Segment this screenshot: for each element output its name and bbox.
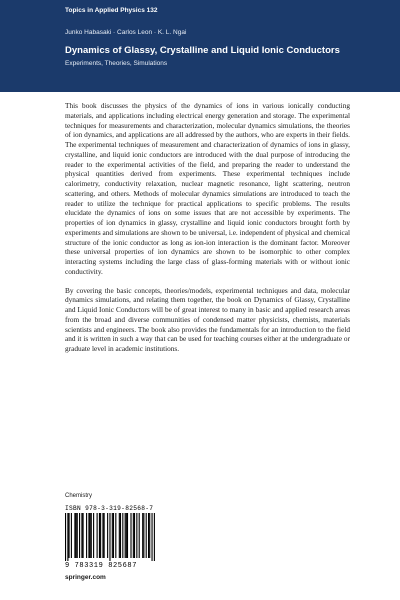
barcode-bar	[136, 513, 137, 558]
barcode-bar	[74, 513, 75, 558]
barcode-bar	[109, 513, 110, 561]
barcode-bar	[148, 513, 149, 558]
cover-header-band	[0, 0, 400, 92]
barcode-bar	[91, 513, 92, 558]
isbn-text: ISBN 978-3-319-82568-7	[65, 505, 154, 512]
barcode-bar	[81, 513, 82, 558]
barcode-bar	[76, 513, 77, 558]
book-subtitle: Experiments, Theories, Simulations	[65, 60, 168, 67]
barcode-bar	[104, 513, 105, 558]
barcode-bar	[133, 513, 134, 558]
barcode-bar	[100, 513, 101, 558]
barcode-bar	[126, 513, 127, 558]
subject-category: Chemistry	[65, 493, 93, 499]
barcode-bar	[97, 513, 98, 558]
barcode-bar	[134, 513, 135, 558]
barcode-bar	[125, 513, 126, 558]
barcode-bar	[83, 513, 84, 558]
blurb-text	[65, 101, 350, 363]
authors-line: Junko Habasaki · Carlos Leon · K. L. Ngai	[65, 29, 187, 36]
blurb-paragraph: By covering the basic concepts, theories/models, experimental techniques and data, molecular dynamics simulations, and relating them together, the book on Dynamics of Glassy, Crystalline and Liquid Ionic Conductors will be of great interest to many in basic and applied research areas from the broad and diverse communities of condensed matter physicists, chemists, materials scientists and engineers. The book also provides the fundamentals for an introduction to the field and it is written in such a way that can be used for teaching courses either at the undergraduate or graduate level in academic institutions.	[65, 285, 350, 353]
barcode-bar	[142, 513, 143, 558]
barcode-bar	[122, 513, 123, 558]
barcode-bar	[112, 513, 113, 558]
barcode-bar	[146, 513, 147, 558]
barcode-bar	[143, 513, 144, 558]
barcode-bar	[102, 513, 103, 558]
barcode-bar	[107, 513, 108, 558]
barcode-bar	[151, 513, 152, 561]
publisher-url[interactable]: springer.com	[65, 574, 106, 581]
barcode-bar	[127, 513, 128, 558]
barcode-bar	[90, 513, 91, 558]
barcode-bar	[99, 513, 100, 558]
barcode-icon	[65, 513, 155, 561]
barcode-bar	[65, 513, 66, 561]
book-title: Dynamics of Glassy, Crystalline and Liquid Ionic Conductors	[65, 45, 340, 56]
barcode-digits: 9 783319 825687	[65, 562, 138, 570]
barcode-bar	[139, 513, 140, 558]
barcode-block	[65, 505, 155, 585]
barcode-bar	[69, 513, 70, 558]
barcode-bar	[149, 513, 150, 558]
barcode-bar	[88, 513, 89, 558]
barcode-bar	[113, 513, 114, 558]
barcode-bar	[120, 513, 121, 558]
barcode-bar	[130, 513, 131, 558]
blurb-paragraph: This book discusses the physics of the dynamics of ions in various ionically conducting materials, and applications including electrical energy generation and storage. The experimental techniques for measurements and characterization, molecular dynamics simulations, the theories of ion dynamics, and applications are all addressed by the authors, who are experts in their fields. The experimental techniques of measurement and characterization of dynamics of ions in glassy, crystalline, and liquid ionic conductors are introduced with the dual purpose of introducing the reader to the experimental activities of the field, and preparing the reader to understand the physical quantities derived from experiments. These experimental techniques include calorimetry, conductivity relaxation, nuclear magnetic resonance, light scattering, neutron scattering, and others. Methods of molecular dynamics simulations are introduced to teach the reader to utilize the technique for practical applications to specific problems. The results elucidate the dynamics of ions on some issues that are not accessible by experiments. The properties of ion dynamics in glassy, crystalline and liquid ionic conductors brought forth by experiments and simulations are shown to be universal, i.e. independent of physical and chemical structure of the ionic conductor as long as ion-ion interaction is the dominant factor. Moreover these universal properties of ion dynamics are shown to be isomorphic to other complex interacting systems including the large class of glass-forming materials with or without ionic conductivity.	[65, 101, 350, 276]
series-name: Topics in Applied Physics 132	[65, 7, 158, 14]
barcode-bar	[77, 513, 78, 558]
barcode-bar	[154, 513, 155, 561]
barcode-bar	[119, 513, 120, 558]
barcode-bar	[115, 513, 116, 558]
barcode-bar	[86, 513, 87, 558]
barcode-bar	[67, 513, 68, 561]
barcode-bar	[93, 513, 94, 558]
barcode-bar	[79, 513, 80, 558]
barcode-bar	[71, 513, 72, 558]
